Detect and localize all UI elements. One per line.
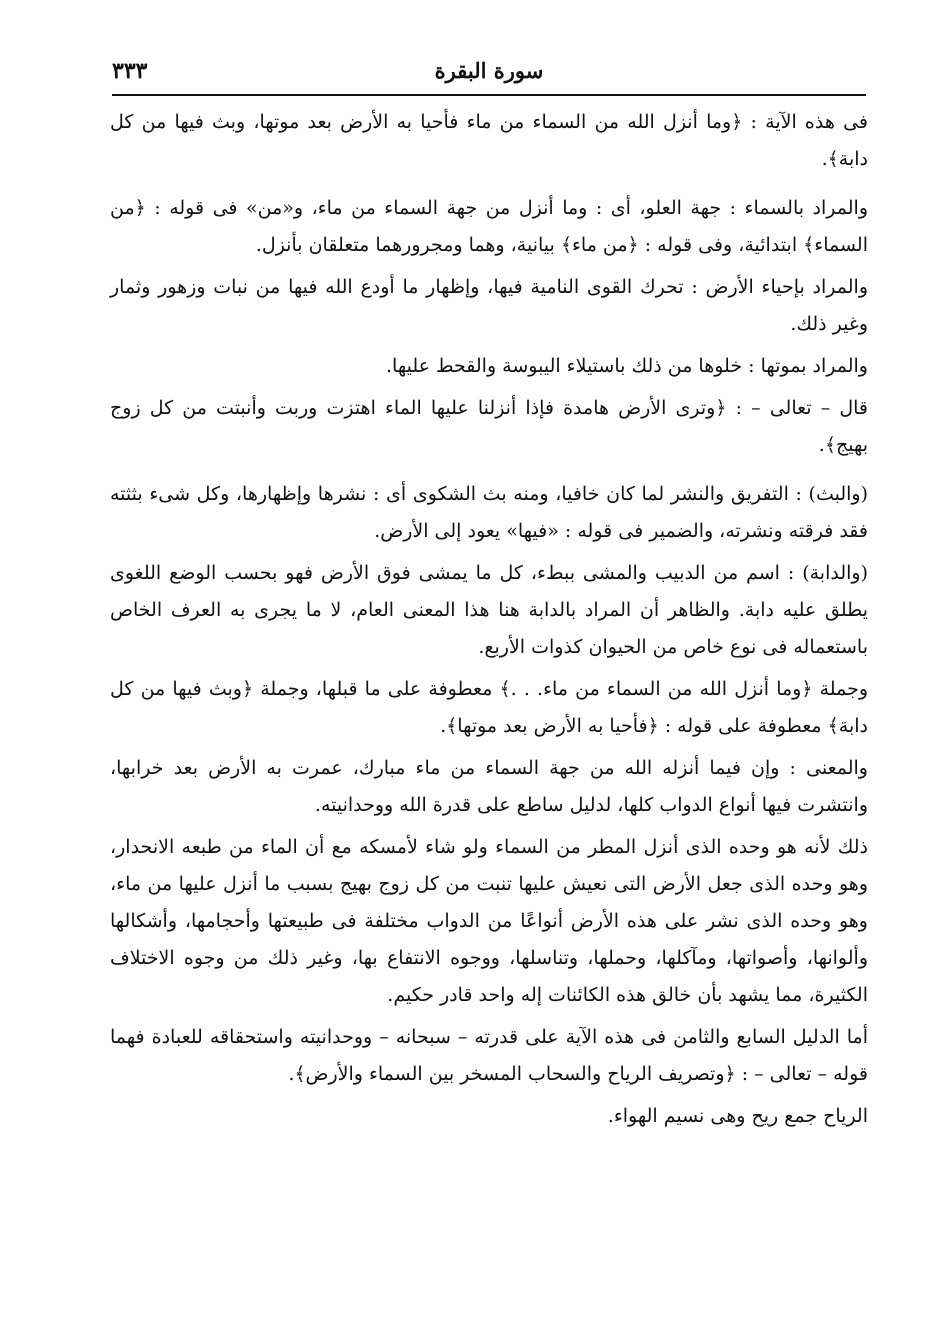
- header-divider: [112, 94, 866, 96]
- paragraph-2: والمراد بالسماء : جهة العلو، أى : وما أنزل من جهة السماء من ماء، و«من» فى قوله : ﴿من السماء﴾ ابتدائية، وفى قوله : ﴿من ماء﴾ بيانية، وهما ومجرورهما متعلقان بأنزل.: [110, 197, 868, 256]
- paragraph-9: والمعنى : وإن فيما أنزله الله من جهة السماء من ماء مبارك، عمرت به الأرض بعد خرابها، وانتشرت فيها أنواع الدواب كلها، لدليل ساطع على قدرة الله ووحدانيته.: [110, 757, 868, 816]
- page-number: ٣٣٣: [112, 58, 148, 84]
- paragraph-7: (والدابة) : اسم من الدبيب والمشى ببطء، كل ما يمشى فوق الأرض فهو بحسب الوضع اللغوى يطلق عليه دابة. والظاهر أن المراد بالدابة هنا هذا المعنى العام، لا ما يجرى به العرف الخاص باستعماله فى نوع خاص من الحيوان كذوات الأربع.: [110, 562, 868, 658]
- paragraph-11: أما الدليل السابع والثامن فى هذه الآية على قدرته – سبحانه – ووحدانيته واستحقاقه للعبادة فهما قوله – تعالى – : ﴿وتصريف الرياح والسحاب المسخر بين السماء والأرض﴾.: [110, 1026, 868, 1085]
- paragraph-3: والمراد بإحياء الأرض : تحرك القوى النامية فيها، وإظهار ما أودع الله فيها من نبات وزهور وثمار وغير ذلك.: [110, 276, 868, 335]
- paragraph-4: والمراد بموتها : خلوها من ذلك باستيلاء اليبوسة والقحط عليها.: [386, 355, 868, 377]
- paragraph-10: ذلك لأنه هو وحده الذى أنزل المطر من السماء ولو شاء لأمسكه مع أن الماء من طبعه الانحدار، وهو وحده الذى جعل الأرض التى نعيش عليها تنبت من كل زوج بهيج بسبب ما أنزل عليها من ماء، وهو وحده الذى نشر على هذه الأرض أنواعًا من الدواب مختلفة فى طبيعتها وأحجامها، وأشكالها وألوانها، وأصواتها، ومآكلها، وحملها، وتناسلها، ووجوه الانتفاع بها، وغير ذلك من وجوه الاختلاف الكثيرة، مما يشهد بأن خالق هذه الكائنات إله واحد قادر حكيم.: [110, 836, 868, 1006]
- page-header: [112, 50, 866, 90]
- paragraph-5: قال – تعالى – : ﴿وترى الأرض هامدة فإذا أنزلنا عليها الماء اهتزت وربت وأنبتت من كل زوج بهيج﴾.: [110, 397, 868, 456]
- page-body: [110, 104, 868, 1140]
- paragraph-1: فى هذه الآية : ﴿وما أنزل الله من السماء من ماء فأحيا به الأرض بعد موتها، وبث فيها من كل دابة﴾.: [110, 111, 868, 170]
- paragraph-12: الرياح جمع ريح وهى نسيم الهواء.: [607, 1105, 868, 1127]
- surah-title: سورة البقرة: [434, 58, 544, 83]
- paragraph-6: (والبث) : التفريق والنشر لما كان خافيا، ومنه بث الشكوى أى : نشرها وإظهارها، وكل شىء بثثته فقد فرقته ونشرته، والضمير فى قوله : «فيها» يعود إلى الأرض.: [110, 483, 868, 542]
- paragraph-8: وجملة ﴿وما أنزل الله من السماء من ماء. . .﴾ معطوفة على ما قبلها، وجملة ﴿وبث فيها من كل دابة﴾ معطوفة على قوله : ﴿فأحيا به الأرض بعد موتها﴾.: [110, 678, 868, 737]
